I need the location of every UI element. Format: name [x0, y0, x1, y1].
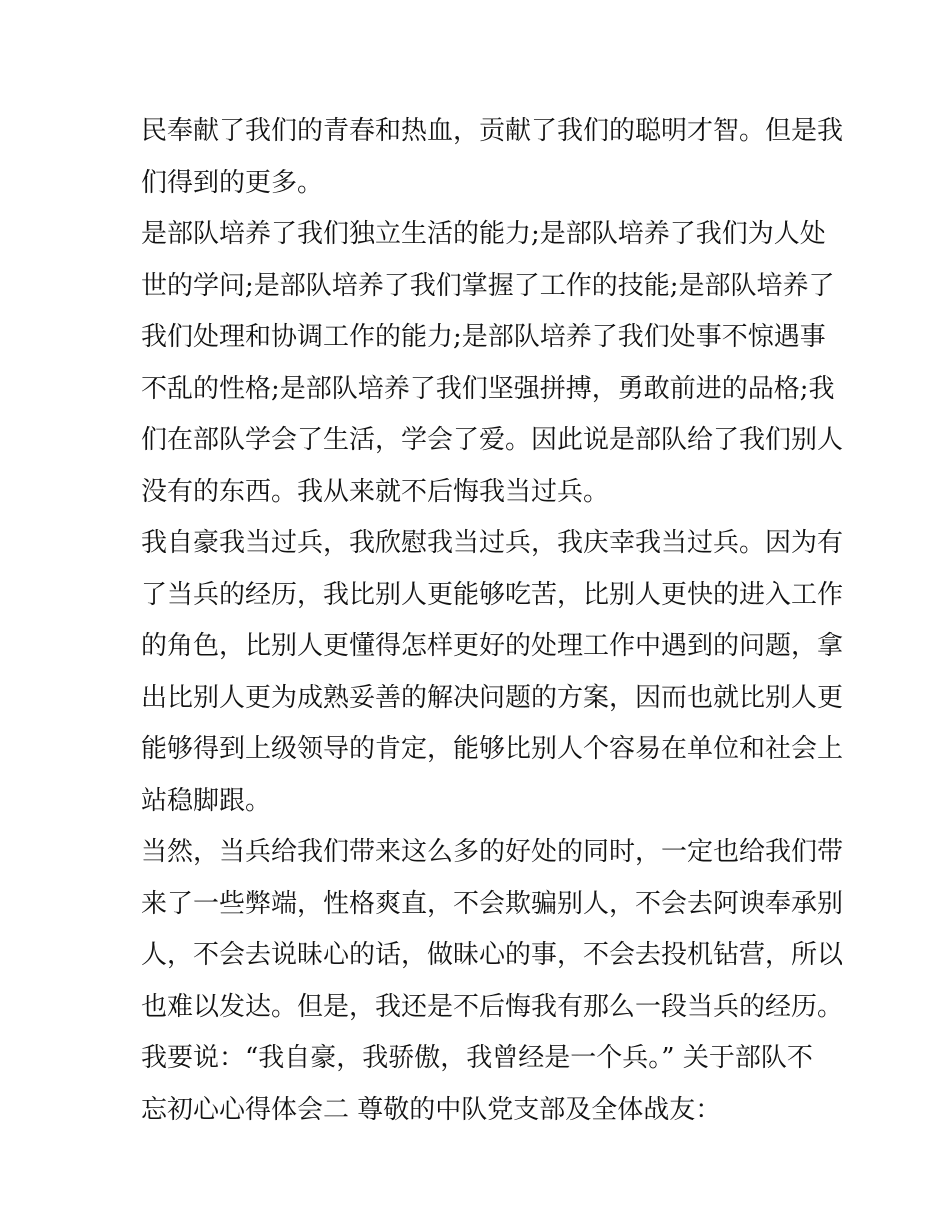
text-line: 不乱的性格;是部队培养了我们坚强拼搏，勇敢前进的品格;我: [141, 373, 835, 404]
text-line: 是部队培养了我们独立生活的能力;是部队培养了我们为人处: [141, 219, 826, 249]
text-line: 我要说：“我自豪，我骄傲，我曾经是一个兵。” 关于部队不: [141, 1043, 813, 1073]
text-line: 世的学问;是部队培养了我们掌握了工作的技能;是部队培养了: [141, 270, 835, 301]
text-line: 了当兵的经历，我比别人更能够吃苦，比别人更快的进入工作: [141, 579, 844, 610]
text-line: 也难以发达。但是，我还是不后悔我有那么一段当兵的经历。: [141, 991, 844, 1022]
text-line: 我自豪我当过兵，我欣慰我当过兵，我庆幸我当过兵。因为有: [141, 528, 844, 558]
text-line: 没有的东西。我从来就不后悔我当过兵。: [141, 476, 610, 507]
text-line: 来了一些弊端，性格爽直，不会欺骗别人，不会去阿谀奉承别: [141, 888, 844, 919]
text-line: 忘初心心得体会二 尊敬的中队党支部及全体战友：: [141, 1094, 722, 1125]
text-line: 的角色，比别人更懂得怎样更好的处理工作中遇到的问题，拿: [141, 631, 844, 661]
text-line: 站稳脚跟。: [141, 785, 272, 816]
text-line: 民奉献了我们的青春和热血，贡献了我们的聪明才智。但是我: [141, 116, 844, 146]
text-line: 当然，当兵给我们带来这么多的好处的同时，一定也给我们带: [141, 837, 844, 867]
text-line: 能够得到上级领导的肯定，能够比别人个容易在单位和社会上: [141, 734, 844, 764]
text-line: 人，不会去说昧心的话，做昧心的事，不会去投机钻营，所以: [141, 940, 844, 970]
text-line: 们得到的更多。: [141, 167, 324, 198]
text-line: 出比别人更为成熟妥善的解决问题的方案，因而也就比别人更: [141, 682, 844, 713]
text-line: 们在部队学会了生活，学会了爱。因此说是部队给了我们别人: [141, 425, 844, 455]
text-line: 我们处理和协调工作的能力;是部队培养了我们处事不惊遇事: [141, 322, 826, 352]
document-body: [141, 106, 844, 1136]
